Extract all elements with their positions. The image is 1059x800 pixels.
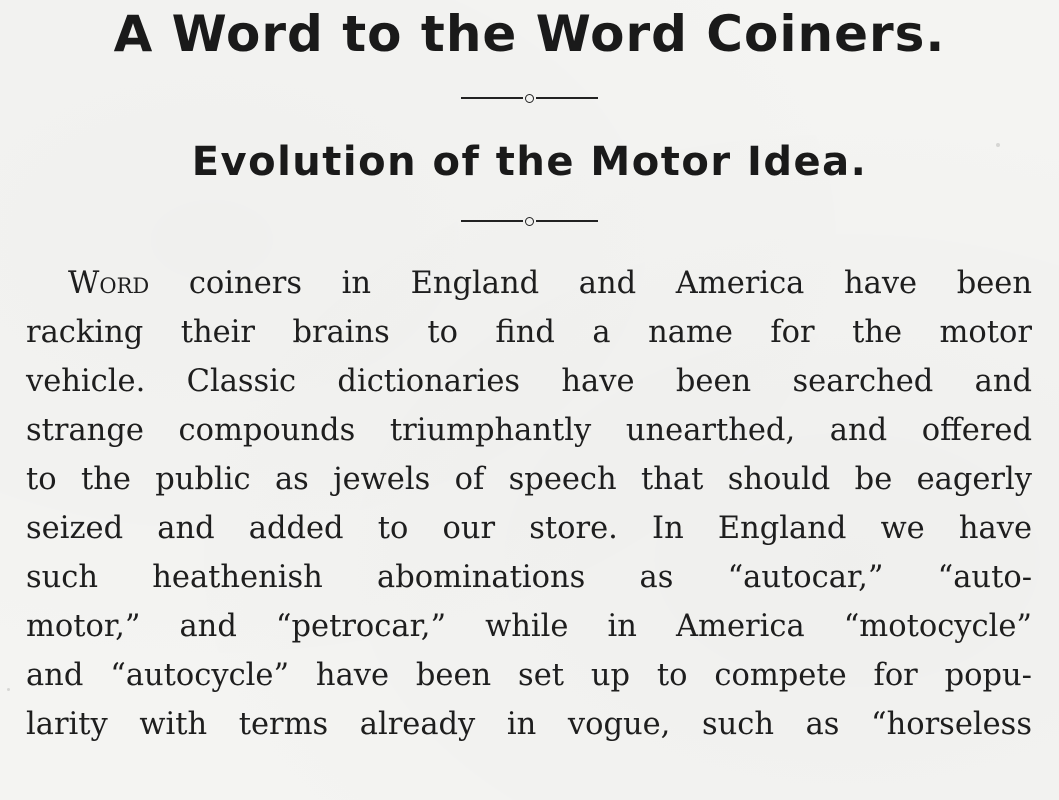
subtitle-separator — [0, 211, 1059, 231]
separator-rule-left — [461, 97, 523, 99]
body-line-2: racking their brains to find a name for the motor — [26, 315, 1032, 350]
body-line-3: vehicle. Classic dictionaries have been searched and — [26, 364, 1032, 399]
paper-speck — [7, 688, 10, 691]
drop-word: Word — [68, 266, 150, 301]
separator-rule-right — [536, 97, 598, 99]
title-separator — [0, 88, 1059, 108]
separator-ornament-icon — [525, 94, 534, 103]
body-line-4: strange compounds triumphantly unearthed, and offered — [26, 413, 1032, 448]
body-line-8: motor,” and “petrocar,” while in America “motocycle” — [26, 609, 1032, 644]
article-body — [26, 259, 1032, 749]
body-line-10: larity with terms already in vogue, such as “horseless — [26, 707, 1032, 742]
body-line-1 — [26, 259, 1032, 308]
separator-rule-right — [536, 220, 598, 222]
article-title: A Word to the Word Coiners. — [113, 5, 946, 63]
body-line-5: to the public as jewels of speech that should be eagerly — [26, 462, 1032, 497]
body-line-6: seized and added to our store. In England we have — [26, 511, 1032, 546]
separator-rule-left — [461, 220, 523, 222]
body-line-text: coiners in England and America have been — [149, 266, 1032, 301]
body-line-7: such heathenish abominations as “autocar,” “auto- — [26, 560, 1032, 595]
article-subtitle: Evolution of the Motor Idea. — [191, 139, 868, 185]
body-line-9: and “autocycle” have been set up to compete for popu- — [26, 658, 1032, 693]
separator-ornament-icon — [525, 217, 534, 226]
paper-speck — [996, 143, 1000, 147]
